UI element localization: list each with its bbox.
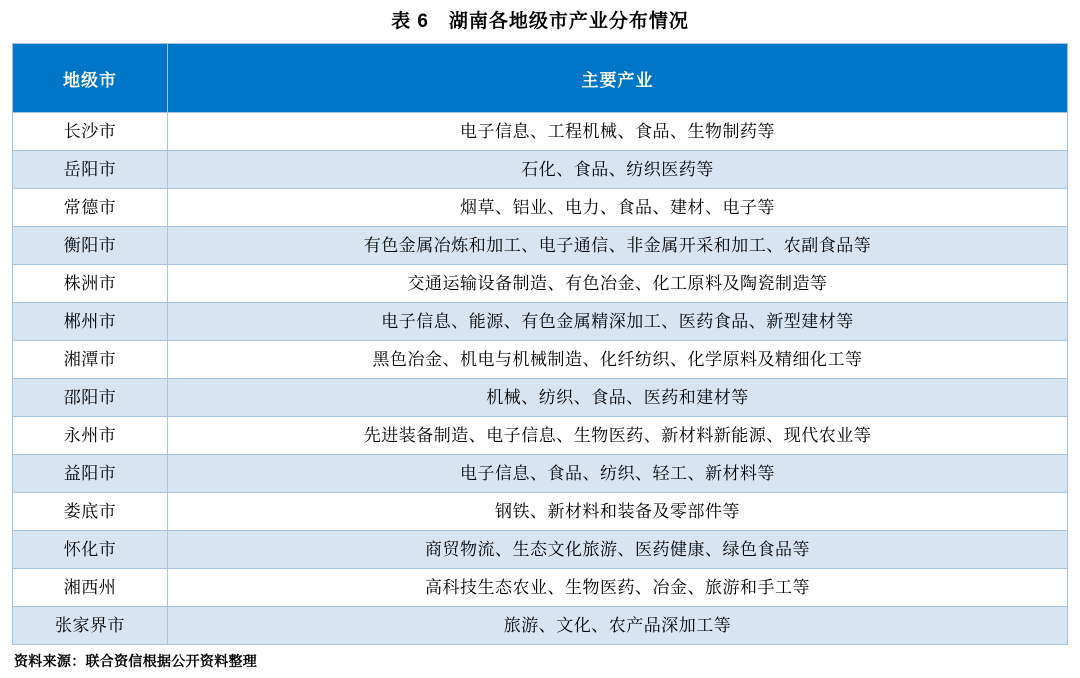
cell-city: 永州市 bbox=[13, 417, 168, 455]
cell-city: 衡阳市 bbox=[13, 227, 168, 265]
industry-distribution-table bbox=[12, 43, 1068, 645]
table-row bbox=[13, 417, 1068, 455]
cell-city: 怀化市 bbox=[13, 531, 168, 569]
cell-city: 郴州市 bbox=[13, 303, 168, 341]
cell-industries: 石化、食品、纺织医药等 bbox=[168, 151, 1068, 189]
table-row bbox=[13, 189, 1068, 227]
cell-industries: 机械、纺织、食品、医药和建材等 bbox=[168, 379, 1068, 417]
table-row bbox=[13, 151, 1068, 189]
cell-city: 常德市 bbox=[13, 189, 168, 227]
table-row bbox=[13, 227, 1068, 265]
cell-city: 张家界市 bbox=[13, 607, 168, 645]
cell-city: 岳阳市 bbox=[13, 151, 168, 189]
cell-industries: 旅游、文化、农产品深加工等 bbox=[168, 607, 1068, 645]
cell-industries: 商贸物流、生态文化旅游、医药健康、绿色食品等 bbox=[168, 531, 1068, 569]
column-header-industries: 主要产业 bbox=[168, 44, 1068, 113]
table-row bbox=[13, 455, 1068, 493]
table-row bbox=[13, 113, 1068, 151]
source-note: 资料来源：联合资信根据公开资料整理 bbox=[14, 653, 258, 669]
cell-city: 湘潭市 bbox=[13, 341, 168, 379]
table-header bbox=[13, 44, 1068, 113]
table-row bbox=[13, 341, 1068, 379]
cell-industries: 黑色冶金、机电与机械制造、化纤纺织、化学原料及精细化工等 bbox=[168, 341, 1068, 379]
table-row bbox=[13, 303, 1068, 341]
table-row bbox=[13, 265, 1068, 303]
table-row bbox=[13, 569, 1068, 607]
table-header-row bbox=[13, 44, 1068, 113]
cell-city: 益阳市 bbox=[13, 455, 168, 493]
cell-industries: 先进装备制造、电子信息、生物医药、新材料新能源、现代农业等 bbox=[168, 417, 1068, 455]
cell-industries: 高科技生态农业、生物医药、冶金、旅游和手工等 bbox=[168, 569, 1068, 607]
cell-city: 株洲市 bbox=[13, 265, 168, 303]
column-header-city: 地级市 bbox=[13, 44, 168, 113]
cell-industries: 有色金属冶炼和加工、电子通信、非金属开采和加工、农副食品等 bbox=[168, 227, 1068, 265]
cell-city: 长沙市 bbox=[13, 113, 168, 151]
cell-city: 邵阳市 bbox=[13, 379, 168, 417]
table-title: 表 6 湖南各地级市产业分布情况 bbox=[391, 11, 689, 32]
table-row bbox=[13, 379, 1068, 417]
table-row bbox=[13, 607, 1068, 645]
cell-industries: 电子信息、工程机械、食品、生物制药等 bbox=[168, 113, 1068, 151]
table-row bbox=[13, 531, 1068, 569]
cell-industries: 钢铁、新材料和装备及零部件等 bbox=[168, 493, 1068, 531]
cell-industries: 烟草、铝业、电力、食品、建材、电子等 bbox=[168, 189, 1068, 227]
table-row bbox=[13, 493, 1068, 531]
cell-industries: 电子信息、食品、纺织、轻工、新材料等 bbox=[168, 455, 1068, 493]
cell-city: 湘西州 bbox=[13, 569, 168, 607]
table-body bbox=[13, 113, 1068, 645]
cell-industries: 交通运输设备制造、有色冶金、化工原料及陶瓷制造等 bbox=[168, 265, 1068, 303]
cell-city: 娄底市 bbox=[13, 493, 168, 531]
cell-industries: 电子信息、能源、有色金属精深加工、医药食品、新型建材等 bbox=[168, 303, 1068, 341]
